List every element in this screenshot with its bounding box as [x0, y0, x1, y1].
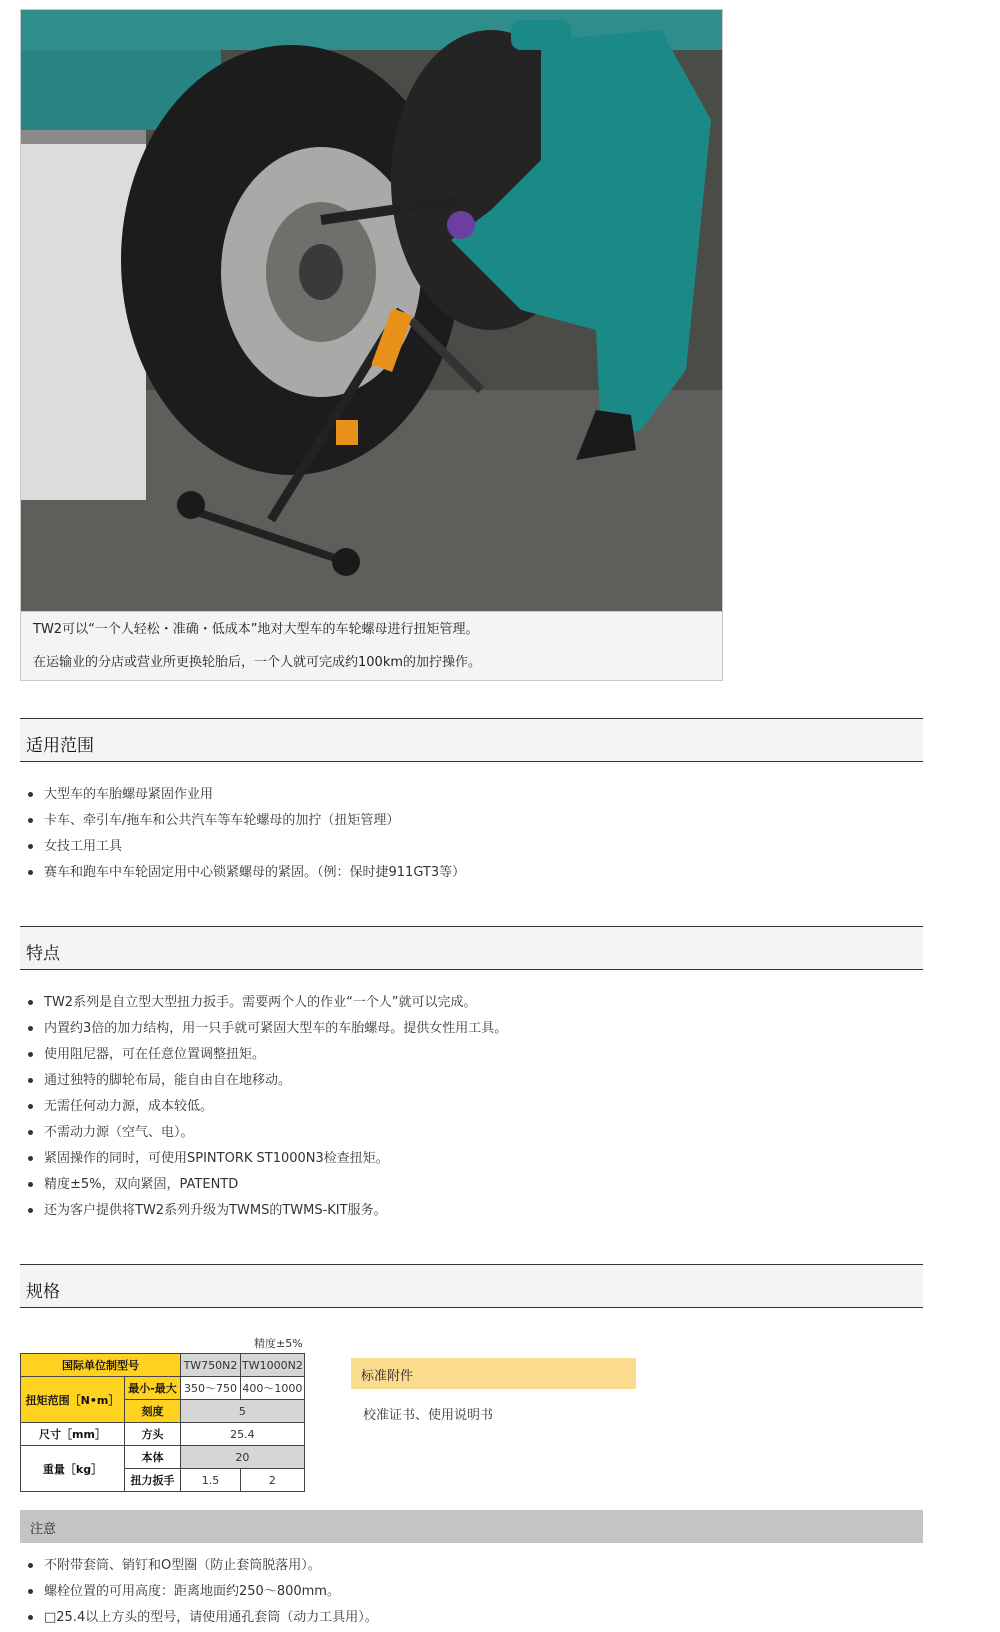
list-item: 内置约3倍的加力结构，用一只手就可紧固大型车的车胎螺母。提供女性用工具。: [24, 1016, 507, 1042]
caption-line: 在运输业的分店或营业所更换轮胎后，一个人就可完成约100km的加拧操作。: [33, 655, 482, 670]
list-item: 使用阻尼器，可在任意位置调整扭矩。: [24, 1042, 507, 1068]
minmax-value: 400～1000: [241, 1377, 305, 1400]
spec-table: [20, 1353, 305, 1492]
list-item: 通过独特的脚轮布局，能自由自在地移动。: [24, 1068, 507, 1094]
wrench-label: 扭力扳手: [125, 1469, 181, 1492]
model-cell: TW750N2: [181, 1354, 241, 1377]
list-item: 还为客户提供将TW2系列升级为TWMS的TWMS-KIT服务。: [24, 1198, 507, 1224]
list-item: 不附带套筒、销钉和O型圈（防止套筒脱落用）。: [24, 1553, 378, 1579]
notes-list: [24, 1553, 378, 1631]
features-list: [24, 990, 507, 1224]
graduation-label: 刻度: [125, 1400, 181, 1423]
list-item: 无需任何动力源，成本较低。: [24, 1094, 507, 1120]
accessories-header: 标准附件: [351, 1358, 636, 1389]
wrench-value: 1.5: [181, 1469, 241, 1492]
square-label: 方头: [125, 1423, 181, 1446]
photo-caption: [21, 611, 722, 680]
notes-header: 注意: [20, 1510, 923, 1543]
accuracy-note: 精度±5%: [254, 1337, 303, 1350]
accessories-text: 校准证书、使用说明书: [363, 1408, 494, 1423]
table-row: [21, 1354, 305, 1377]
model-header: 国际单位制型号: [21, 1354, 181, 1377]
product-photo-card: [20, 9, 723, 681]
body-value: 20: [181, 1446, 305, 1469]
list-item: 紧固操作的同时，可使用SPINTORK ST1000N3检查扭矩。: [24, 1146, 507, 1172]
minmax-value: 350～750: [181, 1377, 241, 1400]
caption-line: TW2可以“一个人轻松・准确・低成本”地对大型车的车轮螺母进行扭矩管理。: [33, 622, 479, 637]
product-photo: [21, 10, 722, 611]
list-item: 精度±5%，双向紧固，PATENTD: [24, 1172, 507, 1198]
graduation-value: 5: [181, 1400, 305, 1423]
size-label: 尺寸［mm］: [21, 1423, 125, 1446]
list-item: 螺栓位置的可用高度：距离地面约250～800mm。: [24, 1579, 378, 1605]
wrench-value: 2: [241, 1469, 305, 1492]
list-item: □25.4以上方头的型号，请使用通孔套筒（动力工具用）。: [24, 1605, 378, 1631]
section-title-features: 特点: [20, 926, 923, 970]
list-item: TW2系列是自立型大型扭力扳手。需要两个人的作业“一个人”就可以完成。: [24, 990, 507, 1016]
table-row: [21, 1446, 305, 1469]
list-item: 不需动力源（空气、电）。: [24, 1120, 507, 1146]
minmax-label: 最小-最大: [125, 1377, 181, 1400]
section-title-scope: 适用范围: [20, 718, 923, 762]
list-item: 大型车的车胎螺母紧固作业用: [24, 782, 465, 808]
square-value: 25.4: [181, 1423, 305, 1446]
list-item: 女技工用工具: [24, 834, 465, 860]
weight-label: 重量［kg］: [21, 1446, 125, 1492]
list-item: 赛车和跑车中车轮固定用中心锁紧螺母的紧固。（例：保时捷911GT3等）: [24, 860, 465, 886]
table-row: [21, 1423, 305, 1446]
tire-wrench-photo-illustration: [21, 10, 722, 611]
list-item: 卡车、牵引车/拖车和公共汽车等车轮螺母的加拧（扭矩管理）: [24, 808, 465, 834]
section-title-spec: 规格: [20, 1264, 923, 1308]
model-cell: TW1000N2: [241, 1354, 305, 1377]
table-row: [21, 1377, 305, 1400]
scope-list: [24, 782, 465, 886]
body-label: 本体: [125, 1446, 181, 1469]
torque-label: 扭矩范围［N•m］: [21, 1377, 125, 1423]
